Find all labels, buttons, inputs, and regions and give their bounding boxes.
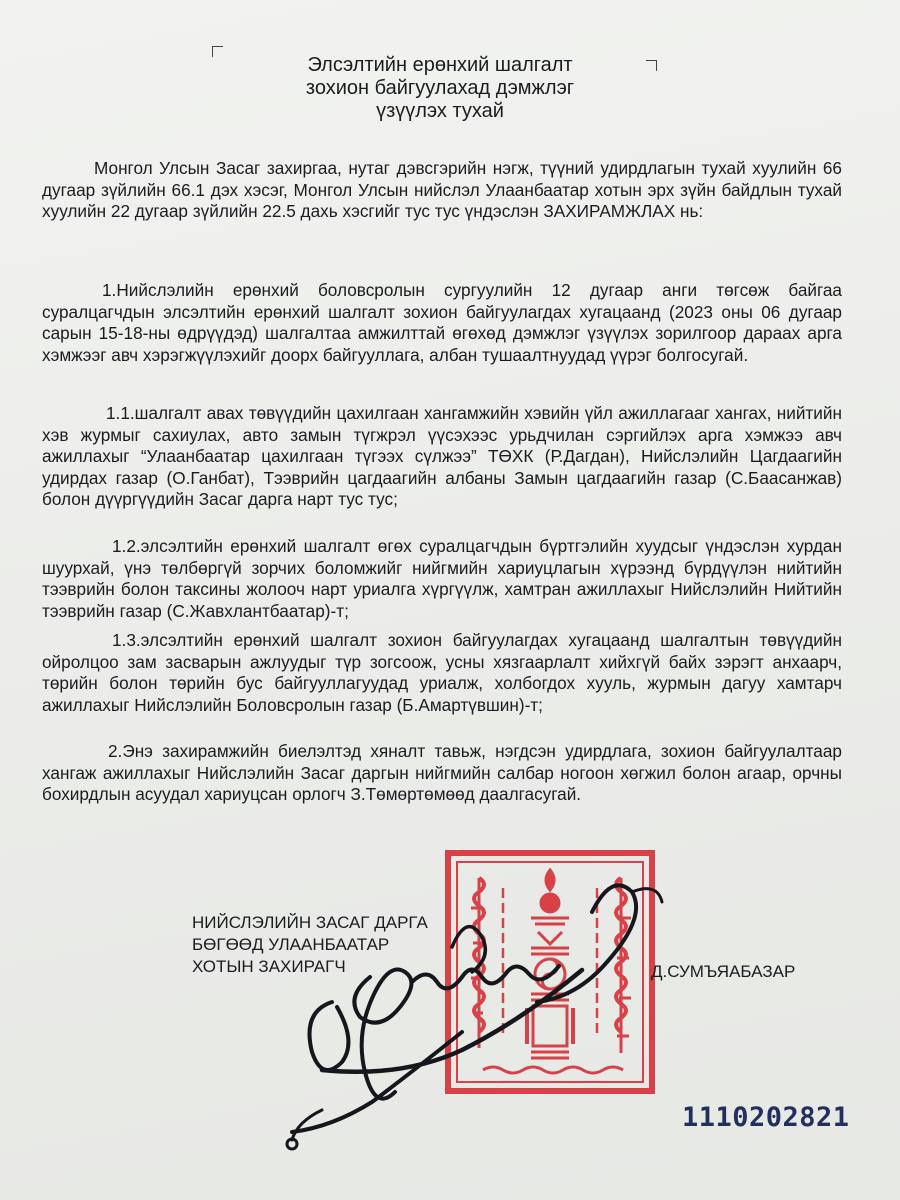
signatory-title-line-2: БӨГӨӨД УЛААНБААТАР bbox=[192, 935, 390, 954]
handwritten-signature bbox=[262, 852, 682, 1152]
document-title bbox=[220, 54, 660, 123]
clause-2-paragraph: 2.Энэ захирамжийн биелэлтэд хяналт тавьж, нэгдсэн удирдлага, зохион байгуулалтаар хангаж ажиллахыг Нийслэлийн Засаг даргын нийгмийн салбар ногоон хөгжил болон агаар, орчны бохирдлын асуудал хариуцсан орлогч З.Төмөртөмөөд даалгасугай. bbox=[42, 741, 842, 805]
title-line-3: үзүүлэх тухай bbox=[376, 100, 504, 122]
clause-1-3-paragraph: 1.3.элсэлтийн ерөнхий шалгалт зохион байгуулагдах хугацаанд шалгалтын төвүүдийн ойролцоо зам засварын ажлуудыг түр зогсоож, усны хязгаарлалт хийхгүй байх зэрэгт анхаарч, төрийн болон төрийн бус байгууллагуудад уриалж, холбогдох хууль, журмын дагуу хамтарч ажиллахыг Нийслэлийн Боловсролын газар (Б.Амартүвшин)-т; bbox=[42, 630, 842, 715]
preamble-paragraph: Монгол Улсын Засаг захиргаа, нутаг дэвсгэрийн нэгж, түүний удирдлагын тухай хуулийн 66 дугаар зүйлийн 66.1 дэх хэсэг, Монгол Улсын нийслэл Улаанбаатар хотын эрх зүйн байдлын тухай хуулийн 22 дугаар зүйлийн 22.5 дахь хэсгийг тус тус үндэслэн ЗАХИРАМЖЛАХ нь: bbox=[42, 158, 842, 222]
document-number-stamp: 1110202821 bbox=[682, 1102, 850, 1133]
clause-1-paragraph: 1.Нийслэлийн ерөнхий боловсролын сургуулийн 12 дугаар анги төгсөж байгаа суралцагчдын элсэлтийн ерөнхий шалгалт зохион байгуулагдах хугацаанд (2023 оны 06 дугаар сарын 15-18-ны өдрүүдэд) шалгалтаа амжилттай өгөхөд дэмжлэг үзүүлэх зорилгоор дараах арга хэмжээг авч хэрэгжүүлэхийг доорх байгууллага, албан тушаалтнуудад үүрэг болгосугай. bbox=[42, 280, 842, 365]
title-line-2: зохион байгуулахад дэмжлэг bbox=[305, 77, 575, 99]
signatory-name: Д.СУМЪЯАБАЗАР bbox=[651, 962, 796, 981]
clause-1-1-paragraph: 1.1.шалгалт авах төвүүдийн цахилгаан хангамжийн хэвийн үйл ажиллагааг хангах, нийтийн хэв журмыг сахиулах, авто замын түгжрэл үүсэхээс урьдчилан сэргийлэх арга хэмжээ авч ажиллахыг “Улаанбаатар цахилгаан түгээх сүлжээ” ТӨХК (Р.Дагдан), Нийслэлийн Цагдаагийн удирдах газар (О.Ганбат), Тээврийн цагдаагийн албаны Замын цагдаагийн газар (С.Баасанжав) болон дүүргүүдийн Засаг дарга нарт тус тус; bbox=[42, 403, 842, 510]
title-line-1: Элсэлтийн ерөнхий шалгалт bbox=[307, 54, 573, 76]
signatory-title-line-1: НИЙСЛЭЛИЙН ЗАСАГ ДАРГА bbox=[192, 913, 428, 932]
clause-1-2-paragraph: 1.2.элсэлтийн ерөнхий шалгалт өгөх суралцагчдын бүртгэлийн хуудсыг үндэслэн хурдан шуурхай, үнэ төлбөргүй зорчих боломжийг нийгмийн хариуцлагын хүрээнд бүрдүүлэн нийтийн тээврийн болон таксины жолооч нарт уриалга хүргүүлж, хамтран ажиллахыг Нийслэлийн Нийтийн тээврийн газар (С.Жавхлантбаатар)-т; bbox=[42, 536, 842, 621]
signatory-title-line-3: ХОТЫН ЗАХИРАГЧ bbox=[192, 957, 346, 976]
